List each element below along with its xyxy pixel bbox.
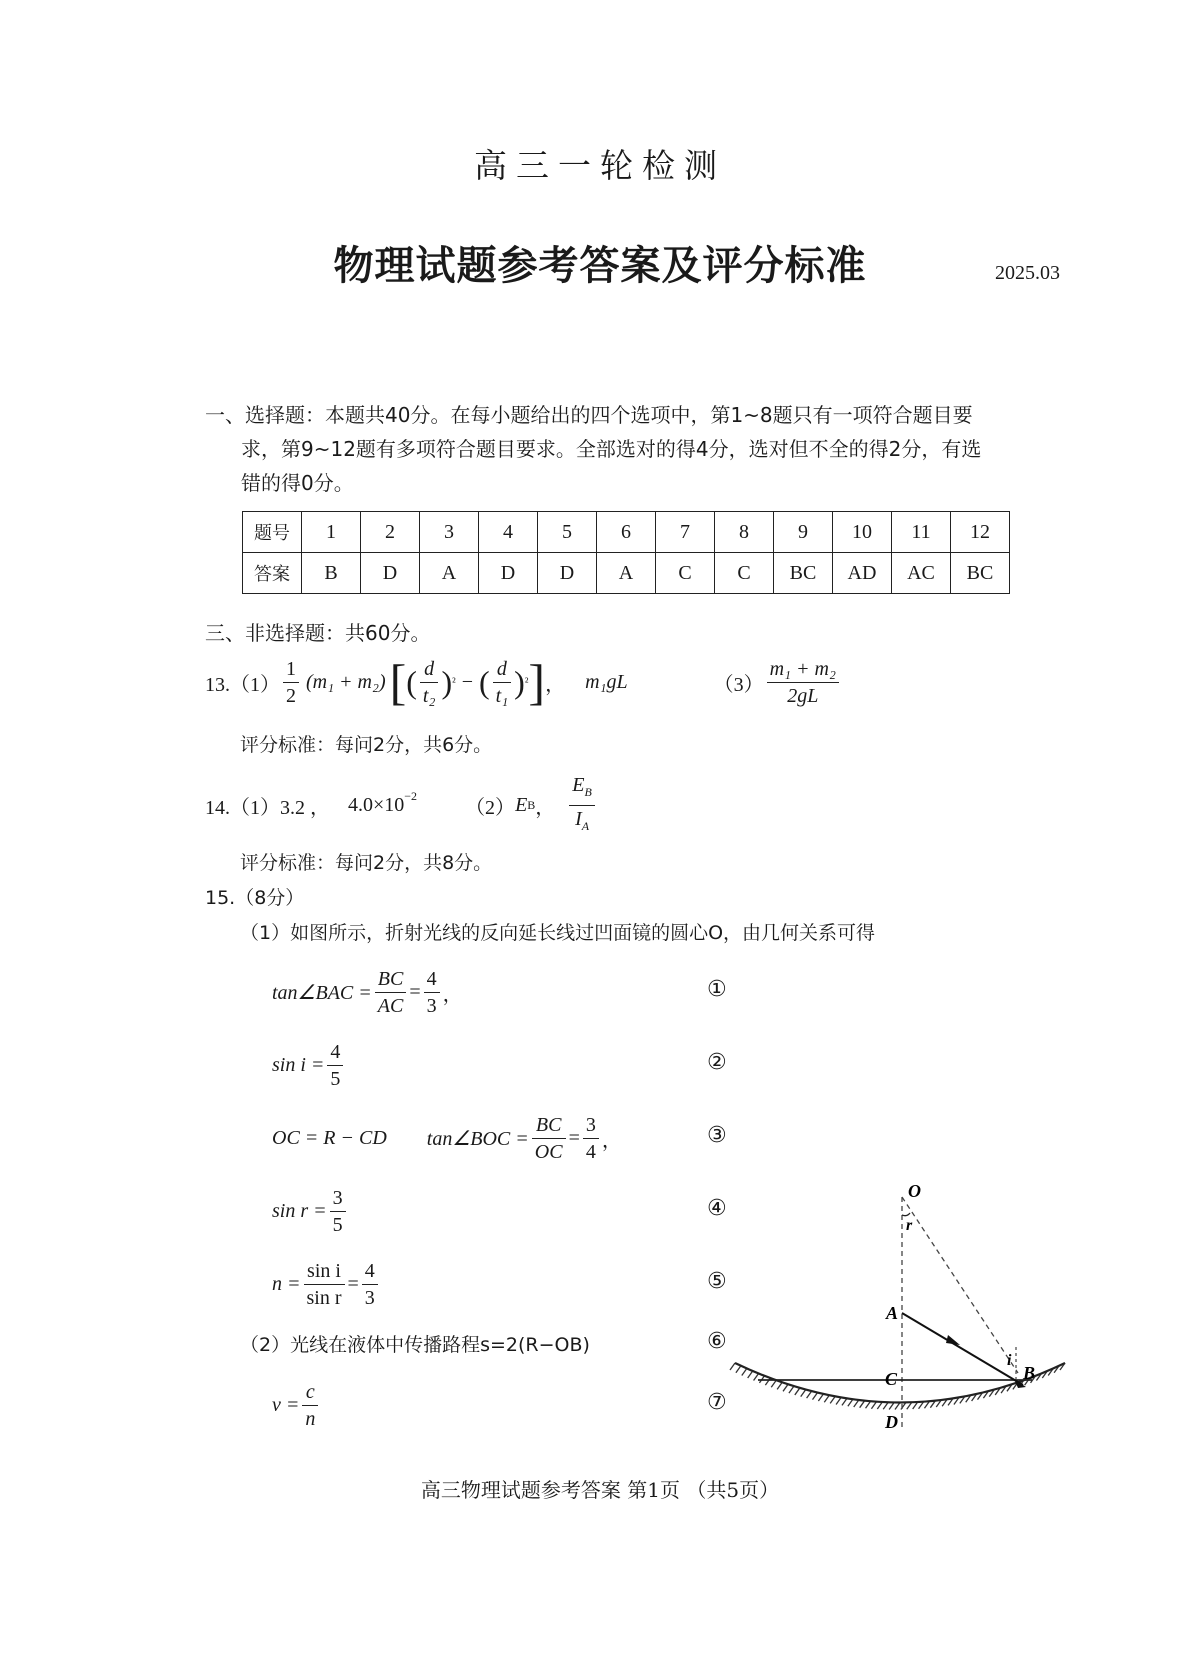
eq1-lhs: tan∠BAC = — [272, 981, 372, 1004]
hatch-mark — [742, 1368, 747, 1375]
table-cell: 6 — [597, 512, 656, 553]
q14-eb-sub: B — [527, 797, 536, 812]
q14-frac-den — [569, 806, 595, 839]
eq3-rden: 4 — [585, 1140, 596, 1163]
hatch-mark — [807, 1391, 812, 1398]
eq5-result — [362, 1258, 378, 1311]
eq4-num: 3 — [330, 1185, 346, 1212]
eq3-a: OC = R − CD — [272, 1126, 387, 1149]
eq3-rnum: 3 — [583, 1112, 599, 1139]
label-d: D — [885, 1412, 898, 1432]
label-a: A — [886, 1303, 899, 1323]
table-cell: 2 — [361, 512, 420, 553]
table-cell: BC — [951, 553, 1010, 594]
hatch-mark — [824, 1395, 829, 1402]
table-cell: 10 — [833, 512, 892, 553]
eq5-equals: = — [347, 1272, 359, 1295]
table-header-number: 题号 — [243, 512, 302, 553]
eq3-fraction — [532, 1112, 566, 1165]
eq7-lhs: v = — [272, 1393, 300, 1416]
q13-minus: − — [461, 670, 473, 693]
q13-work: m₁gL — [585, 670, 628, 693]
eq3-den: OC — [534, 1140, 563, 1163]
concave-mirror-diagram — [720, 1175, 1080, 1445]
q15-part2-text: （2）光线在液体中传播路程s=2(R−OB) — [240, 1334, 590, 1356]
hatch-mark — [830, 1396, 835, 1403]
hatch-mark — [854, 1400, 859, 1407]
hatch-mark — [836, 1397, 841, 1404]
q13-part3-label: （3） — [713, 673, 764, 696]
table-cell: 3 — [420, 512, 479, 553]
hatch-mark — [842, 1398, 847, 1405]
q13-right-bracket: ] — [528, 654, 546, 710]
answer-table — [242, 511, 1010, 594]
q14-frac-num-e: E — [572, 773, 585, 796]
q13-half-den: 2 — [286, 684, 296, 707]
q14-part2-label: （2） — [465, 796, 516, 819]
table-cell: C — [656, 553, 715, 594]
eq1-fraction — [375, 966, 407, 1019]
table-cell: A — [420, 553, 479, 594]
hatch-mark — [777, 1382, 782, 1389]
eq3-result — [583, 1112, 599, 1165]
angle-r-arc — [902, 1213, 910, 1216]
table-cell: D — [538, 553, 597, 594]
q14-value-2-base: 4.0×10 — [348, 793, 405, 816]
q13-t2-den: t₂ — [422, 684, 436, 707]
section-1-line-3: 错的得0分。 — [241, 471, 354, 495]
eq3-num: BC — [532, 1112, 566, 1139]
mirror-arc — [735, 1363, 1065, 1403]
eq2-lhs: sin i = — [272, 1053, 325, 1076]
q15-equation-4 — [272, 1181, 349, 1241]
eq4-lhs: sin r = — [272, 1199, 327, 1222]
q13-t1-den: t₁ — [495, 684, 509, 707]
hatch-mark — [860, 1401, 865, 1408]
q14-frac-den-i: I — [575, 807, 582, 830]
q13-left-bracket: [ — [389, 654, 407, 710]
q13-half-fraction — [283, 656, 299, 709]
exam-title: 高三一轮检测 — [474, 146, 726, 185]
eq4-den: 5 — [332, 1213, 343, 1236]
q14-fraction — [569, 772, 595, 839]
table-cell: A — [597, 553, 656, 594]
q13-part3-fraction — [767, 656, 839, 709]
q14-score: 评分标准：每问2分，共8分。 — [240, 852, 493, 874]
q15-equation-3 — [272, 1108, 622, 1168]
equation-marker-6: ⑥ — [707, 1329, 727, 1354]
table-cell: 4 — [479, 512, 538, 553]
eq1-equals: = — [409, 980, 421, 1003]
question-13-answer: 13.（1） $\frac{1}{2}$ (m₁ + m₂) [ ( $\frac{d}{\text{t₂}}$ ) ² − ( $\frac{d}{\text{t₁}}$ ) ² ] ， m₁gL （3） $\frac{\text{m₁ + m₂}}{2gL}$ — [205, 652, 842, 712]
hatch-mark — [848, 1399, 853, 1406]
hatch-mark — [754, 1373, 759, 1380]
light-ray-ab — [902, 1313, 1023, 1385]
eq4-fraction — [330, 1185, 346, 1238]
q14-frac-num-sub: B — [584, 784, 592, 799]
eq2-fraction — [327, 1039, 343, 1092]
eq2-den: 5 — [330, 1067, 341, 1090]
eq1-rnum: 4 — [424, 966, 440, 993]
eq5-den: sin r — [306, 1286, 342, 1309]
table-row-numbers — [243, 512, 1010, 553]
eq2-num: 4 — [327, 1039, 343, 1066]
table-cell: C — [715, 553, 774, 594]
q13-square-1: ² — [452, 674, 456, 689]
hatch-mark — [730, 1363, 735, 1370]
eq1-rden: 3 — [426, 994, 437, 1017]
table-cell: B — [302, 553, 361, 594]
q14-label: 14.（1） — [205, 796, 280, 819]
eq3-lhs: tan∠BOC = — [426, 1127, 529, 1150]
q13-half-num: 1 — [283, 656, 299, 683]
q15-equation-5 — [272, 1254, 381, 1314]
label-o: O — [908, 1181, 921, 1201]
equation-marker-2: ② — [707, 1050, 727, 1075]
table-cell: D — [361, 553, 420, 594]
equation-marker-4: ④ — [707, 1196, 727, 1221]
eq7-fraction — [302, 1379, 318, 1432]
table-cell: 12 — [951, 512, 1010, 553]
question-14-answer — [205, 775, 598, 835]
equation-marker-3: ③ — [707, 1123, 727, 1148]
table-cell: D — [479, 553, 538, 594]
q14-eb: E — [515, 793, 528, 816]
q13-d-num-1: d — [420, 656, 439, 683]
q14-value-1: 3.2 ， — [280, 796, 330, 819]
q15-equation-7 — [272, 1375, 321, 1435]
table-cell: 9 — [774, 512, 833, 553]
hatch-mark — [771, 1380, 776, 1387]
equation-marker-1: ① — [707, 977, 727, 1002]
q14-sep: ， — [535, 796, 556, 819]
label-c: C — [885, 1369, 898, 1389]
table-cell: 11 — [892, 512, 951, 553]
q13-comma: ， — [545, 673, 566, 696]
label-i: i — [1007, 1352, 1012, 1369]
section-1-intro — [205, 398, 1085, 500]
q13-square-2: ² — [524, 674, 529, 689]
section-3-heading: 三、非选择题：共60分。 — [205, 621, 431, 645]
q15-equation-1 — [272, 962, 463, 1022]
q13-d-num-2: d — [493, 656, 512, 683]
table-cell: AC — [892, 553, 951, 594]
table-row-answers — [243, 553, 1010, 594]
eq5-rden: 3 — [364, 1286, 375, 1309]
table-header-answer: 答案 — [243, 553, 302, 594]
q13-score: 评分标准：每问2分，共6分。 — [240, 734, 493, 756]
label-b: B — [1023, 1363, 1036, 1383]
hatch-mark — [736, 1366, 741, 1373]
eq3-equals: = — [568, 1126, 580, 1149]
table-cell: 5 — [538, 512, 597, 553]
hatch-mark — [866, 1401, 871, 1408]
document-date: 2025.03 — [995, 262, 1060, 284]
hatch-mark — [795, 1388, 800, 1395]
section-1-line-2: 求，第9~12题有多项符合题目要求。全部选对的得4分，选对但不全的得2分，有选 — [241, 437, 982, 461]
eq1-result — [424, 966, 440, 1019]
table-cell: 1 — [302, 512, 361, 553]
table-cell: 8 — [715, 512, 774, 553]
q13-mass-sum: (m₁ + m₂) — [306, 670, 386, 693]
q15-part1-text: （1）如图所示，折射光线的反向延长线过凹面镜的圆心O，由几何关系可得 — [240, 922, 876, 944]
q15-label: 15.（8分） — [205, 887, 305, 909]
table-cell: AD — [833, 553, 892, 594]
eq7-num: c — [302, 1379, 318, 1406]
hatch-mark — [818, 1394, 823, 1401]
hatch-mark — [783, 1384, 788, 1391]
eq3-tail: ， — [601, 1129, 622, 1152]
page-footer: 高三物理试题参考答案 第1页 （共5页） — [420, 1478, 780, 1502]
label-r: r — [906, 1217, 913, 1234]
eq1-den: AC — [377, 994, 404, 1017]
hatch-mark — [801, 1390, 806, 1397]
eq1-tail: ， — [442, 983, 463, 1006]
eq1-num: BC — [375, 966, 407, 993]
section-1-line-1: 一、选择题：本题共40分。在每小题给出的四个选项中，第1~8题只有一项符合题目要 — [205, 403, 973, 427]
q14-value-2-exp: −2 — [404, 788, 418, 803]
eq5-lhs: n = — [272, 1272, 301, 1295]
eq5-fraction — [304, 1258, 345, 1311]
document-subtitle: 物理试题参考答案及评分标准 — [333, 242, 867, 289]
q13-d-over-t2 — [420, 656, 439, 709]
q14-frac-num — [569, 772, 595, 806]
q15-equation-2 — [272, 1035, 346, 1095]
equation-marker-5: ⑤ — [707, 1269, 727, 1294]
eq7-den: n — [305, 1407, 316, 1430]
hatch-mark — [789, 1386, 794, 1393]
ray-arrow-icon — [946, 1335, 960, 1345]
equation-marker-7: ⑦ — [707, 1390, 727, 1415]
q13-part3-num: m₁ + m₂ — [767, 656, 839, 683]
hatch-mark — [748, 1371, 753, 1378]
q13-d-over-t1 — [493, 656, 512, 709]
table-cell: BC — [774, 553, 833, 594]
q13-part3-den: 2gL — [787, 684, 819, 707]
eq5-num: sin i — [304, 1258, 345, 1285]
eq5-rnum: 4 — [362, 1258, 378, 1285]
q13-label: 13.（1） — [205, 673, 280, 696]
table-cell: 7 — [656, 512, 715, 553]
q14-frac-den-sub: A — [581, 818, 590, 833]
hatch-mark — [813, 1393, 818, 1400]
